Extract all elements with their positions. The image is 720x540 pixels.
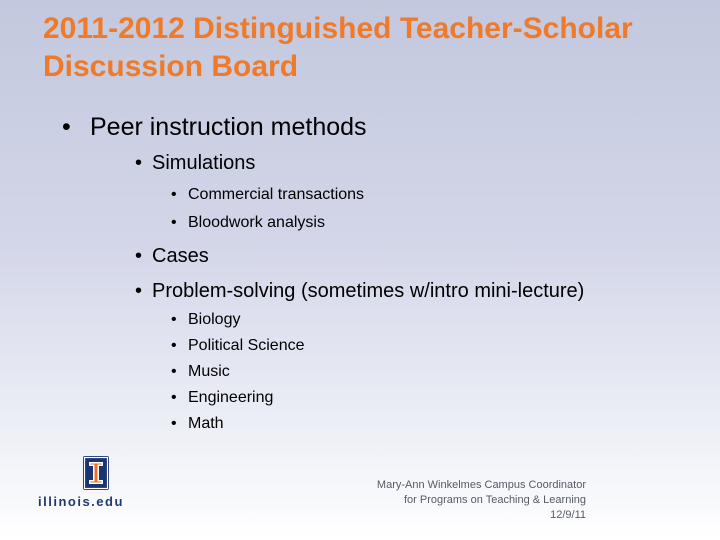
bullet-text: Cases bbox=[152, 245, 209, 267]
bullet-text: Problem-solving (sometimes w/intro mini-lecture) bbox=[152, 280, 585, 302]
footer-line-2: for Programs on Teaching & Learning bbox=[403, 494, 586, 506]
bullet-text: Commercial transactions bbox=[188, 186, 365, 203]
bullet-dot: • bbox=[171, 415, 177, 432]
bullet-dot: • bbox=[135, 245, 143, 267]
bullet-text: Music bbox=[188, 363, 230, 380]
bullet-dot: • bbox=[62, 113, 71, 141]
slide-footer bbox=[326, 478, 586, 523]
footer-date: 12/9/11 bbox=[550, 509, 586, 521]
bullet-text: Peer instruction methods bbox=[90, 113, 367, 141]
slide-title-line-2: Discussion Board bbox=[43, 50, 299, 83]
bullet-dot: • bbox=[171, 363, 177, 380]
bullet-dot: • bbox=[171, 186, 177, 203]
bullet-text: Bloodwork analysis bbox=[188, 214, 325, 231]
bullet-dot: • bbox=[135, 152, 143, 174]
bullet-text: Math bbox=[188, 415, 224, 432]
bullet-dot: • bbox=[171, 337, 177, 354]
bullet-dot: • bbox=[171, 389, 177, 406]
bullet-text: Engineering bbox=[188, 389, 274, 406]
slide-title-line-1: 2011-2012 Distinguished Teacher-Scholar bbox=[43, 12, 633, 45]
footer-line-1: Mary-Ann Winkelmes Campus Coordinator bbox=[376, 479, 586, 491]
bullet-dot: • bbox=[171, 311, 177, 328]
bullet-dot: • bbox=[135, 280, 143, 302]
illinois-logo-icon bbox=[83, 456, 109, 490]
bullet-text: Simulations bbox=[152, 152, 256, 174]
block-i-icon bbox=[83, 456, 109, 490]
bullet-text: Political Science bbox=[188, 337, 305, 354]
illinois-edu-wordmark: illinois.edu bbox=[38, 494, 124, 509]
bullet-dot: • bbox=[171, 214, 177, 231]
slide-title bbox=[43, 10, 713, 86]
bullet-text: Biology bbox=[188, 311, 241, 328]
